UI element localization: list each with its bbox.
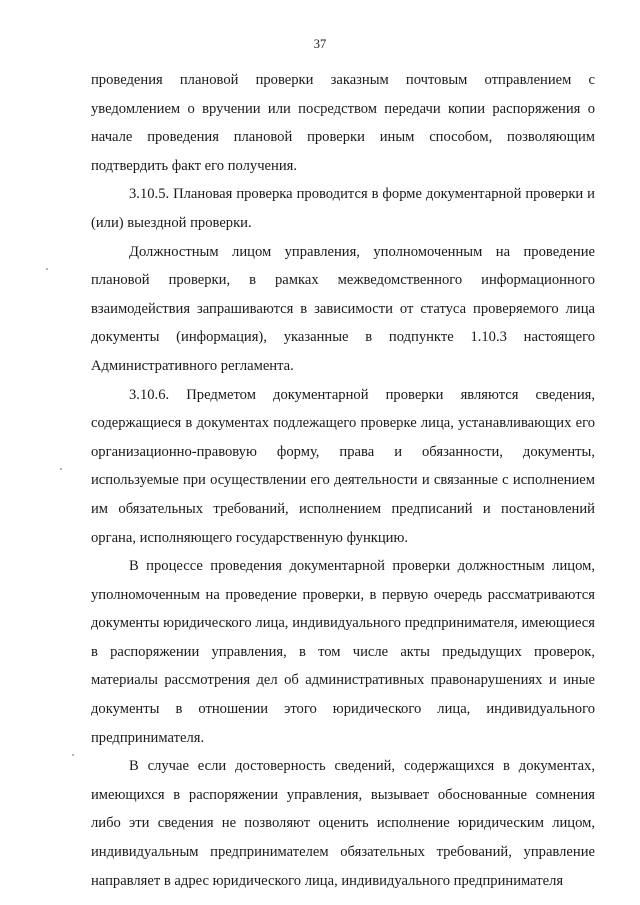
scan-speck (46, 268, 48, 270)
paragraph-1: проведения плановой проверки заказным почтовым отправлением с уведомлением о вручении или посредством передачи копии распоряжения о начале проведения плановой проверки иным способом, позволяющим подтвердить факт его получения. (91, 72, 595, 174)
paragraph-4: 3.10.6. Предметом документарной проверки являются сведения, содержащиеся в документах подлежащего проверке лица, устанавливающих его организационно-правовую форму, права и обязанности, документы, используемые при осуществлении его деятельности и связанные с исполнением им обязательных требований, исполнением предписаний и постановлений органа, исполняющего государственную функцию. (91, 386, 595, 546)
scan-speck (60, 468, 62, 470)
scan-speck (72, 754, 74, 756)
paragraph-5: В процессе проведения документарной проверки должностным лицом, уполномоченным на проведение проверки, в первую очередь рассматриваются документы юридического лица, индивидуального предпринимателя, имеющиеся в распоряжении управления, в том числе акты предыдущих проверок, материалы рассмотрения дел об административных правонарушениях и иные документы в отношении этого юридического лица, индивидуального предпринимателя. (91, 558, 595, 746)
paragraph-2: 3.10.5. Плановая проверка проводится в форме документарной проверки и (или) выездной проверки. (91, 186, 595, 231)
paragraph-3: Должностным лицом управления, уполномоченным на проведение плановой проверки, в рамках межведомственного информационного взаимодействия запрашиваются в зависимости от статуса проверяемого лица документы (информация), указанные в подпункте 1.10.3 настоящего Административного регламента. (91, 243, 595, 374)
body-text (91, 66, 595, 895)
page-number: 37 (313, 37, 327, 51)
paragraph-6: В случае если достоверность сведений, содержащихся в документах, имеющихся в распоряжении управления, вызывает обоснованные сомнения либо эти сведения не позволяют оценить исполнение юридическим лицом, индивидуальным предпринимателем обязательных требований, управление направляет в адрес юридического лица, индивидуального предпринимателя (91, 758, 595, 889)
